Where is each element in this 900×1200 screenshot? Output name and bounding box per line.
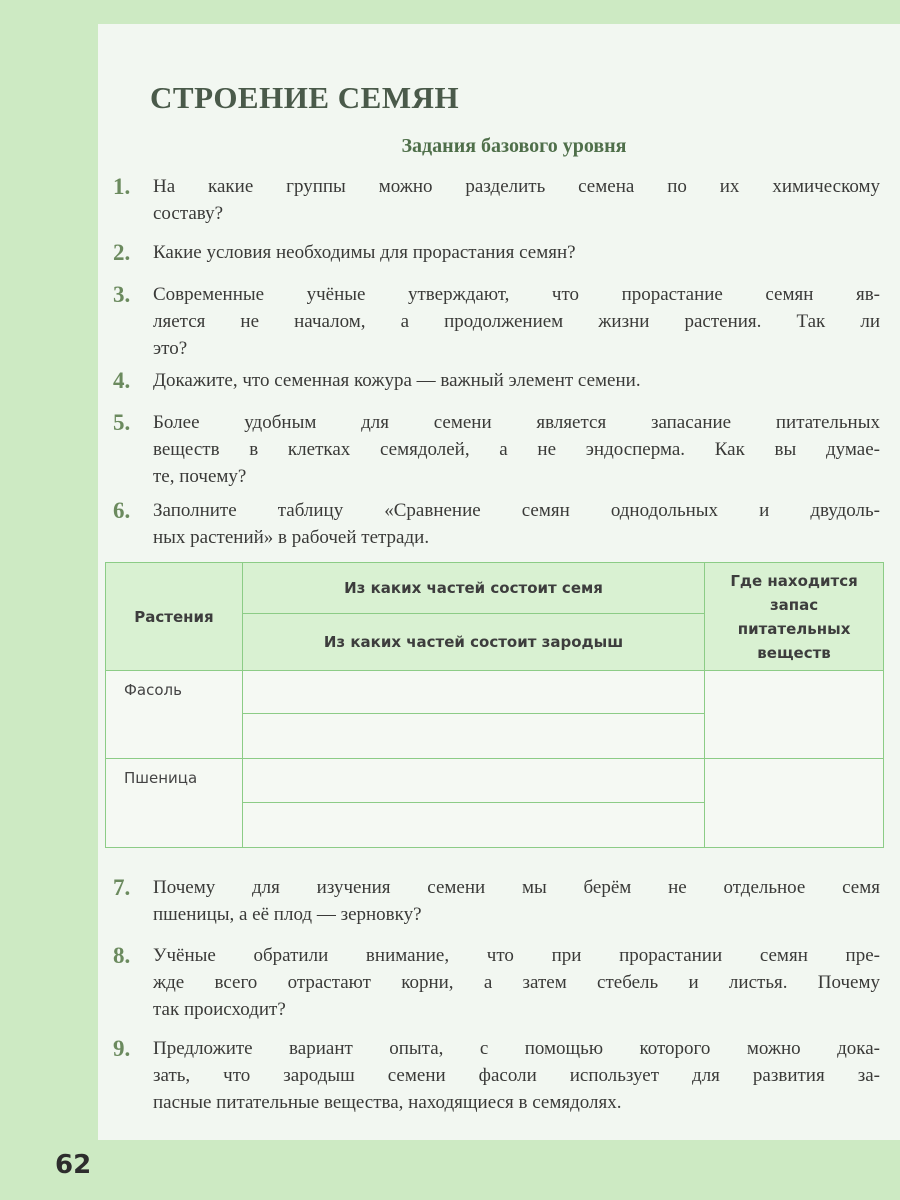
cell-embryo-parts	[242, 714, 704, 759]
question-item	[113, 1035, 880, 1116]
header-embryo-parts: Из каких частей состоит зародыш	[242, 614, 704, 671]
row-plant-label: Фасоль	[106, 671, 243, 759]
question-text-line: ляется не началом, а продолжением жизни растения. Так ли	[153, 311, 880, 332]
question-number: 7.	[113, 875, 131, 900]
cell-seed-parts	[242, 759, 704, 803]
question-text-line: Почему для изучения семени мы берём не отдельное семя	[153, 877, 880, 898]
comparison-table	[105, 562, 884, 848]
question-text-line: пасные питательные вещества, находящиеся в семядолях.	[153, 1092, 622, 1113]
question-number: 8.	[113, 943, 131, 968]
question-item	[113, 173, 880, 227]
question-text-line: На какие группы можно разделить семена по их химическому	[153, 176, 880, 197]
page-number: 62	[55, 1150, 92, 1180]
question-number: 9.	[113, 1036, 131, 1061]
question-item	[113, 239, 880, 266]
question-item	[113, 874, 880, 928]
question-text-line: Более удобным для семени является запасание питательных	[153, 412, 880, 433]
question-item	[113, 497, 880, 551]
question-text-line: это?	[153, 338, 188, 359]
header-storage: Где находится запас питательных веществ	[705, 563, 884, 671]
question-item	[113, 942, 880, 1023]
question-text-line: так происходит?	[153, 999, 286, 1020]
question-item	[113, 281, 880, 362]
question-text-line: Заполните таблицу «Сравнение семян однодольных и двудоль-	[153, 500, 880, 521]
question-number: 5.	[113, 410, 131, 435]
row-plant-label: Пшеница	[106, 759, 243, 848]
question-text-line: составу?	[153, 203, 224, 224]
section-subtitle: Задания базового уровня	[401, 135, 627, 157]
header-plants: Растения	[106, 563, 243, 671]
cell-storage	[705, 671, 884, 759]
cell-storage	[705, 759, 884, 848]
header-seed-parts: Из каких частей состоит семя	[242, 563, 704, 614]
cell-embryo-parts	[242, 803, 704, 848]
cell-seed-parts	[242, 671, 704, 714]
question-text-line: жде всего отрастают корни, а затем стебель и листья. Почему	[153, 972, 880, 993]
question-text-line: те, почему?	[153, 466, 247, 487]
question-text-line: Учёные обратили внимание, что при прорастании семян пре-	[153, 945, 880, 966]
question-text-line: пшеницы, а её плод — зерновку?	[153, 904, 422, 925]
question-item	[113, 409, 880, 490]
question-number: 3.	[113, 282, 131, 307]
question-text-line: зать, что зародыш семени фасоли использует для развития за-	[153, 1065, 880, 1086]
question-text-line: веществ в клетках семядолей, а не эндосперма. Как вы думае-	[153, 439, 880, 460]
question-text-line: Предложите вариант опыта, с помощью которого можно дока-	[153, 1038, 880, 1059]
question-number: 1.	[113, 174, 131, 199]
question-text-line: Какие условия необходимы для прорастания семян?	[153, 242, 576, 263]
question-text-line: Докажите, что семенная кожура — важный элемент семени.	[153, 370, 641, 391]
question-text-line: Современные учёные утверждают, что прорастание семян яв-	[153, 284, 880, 305]
question-number: 6.	[113, 498, 131, 523]
question-number: 4.	[113, 368, 131, 393]
question-text-line: ных растений» в рабочей тетради.	[153, 527, 430, 548]
question-number: 2.	[113, 240, 131, 265]
page-title: СТРОЕНИЕ СЕМЯН	[150, 80, 460, 115]
question-item	[113, 367, 880, 394]
